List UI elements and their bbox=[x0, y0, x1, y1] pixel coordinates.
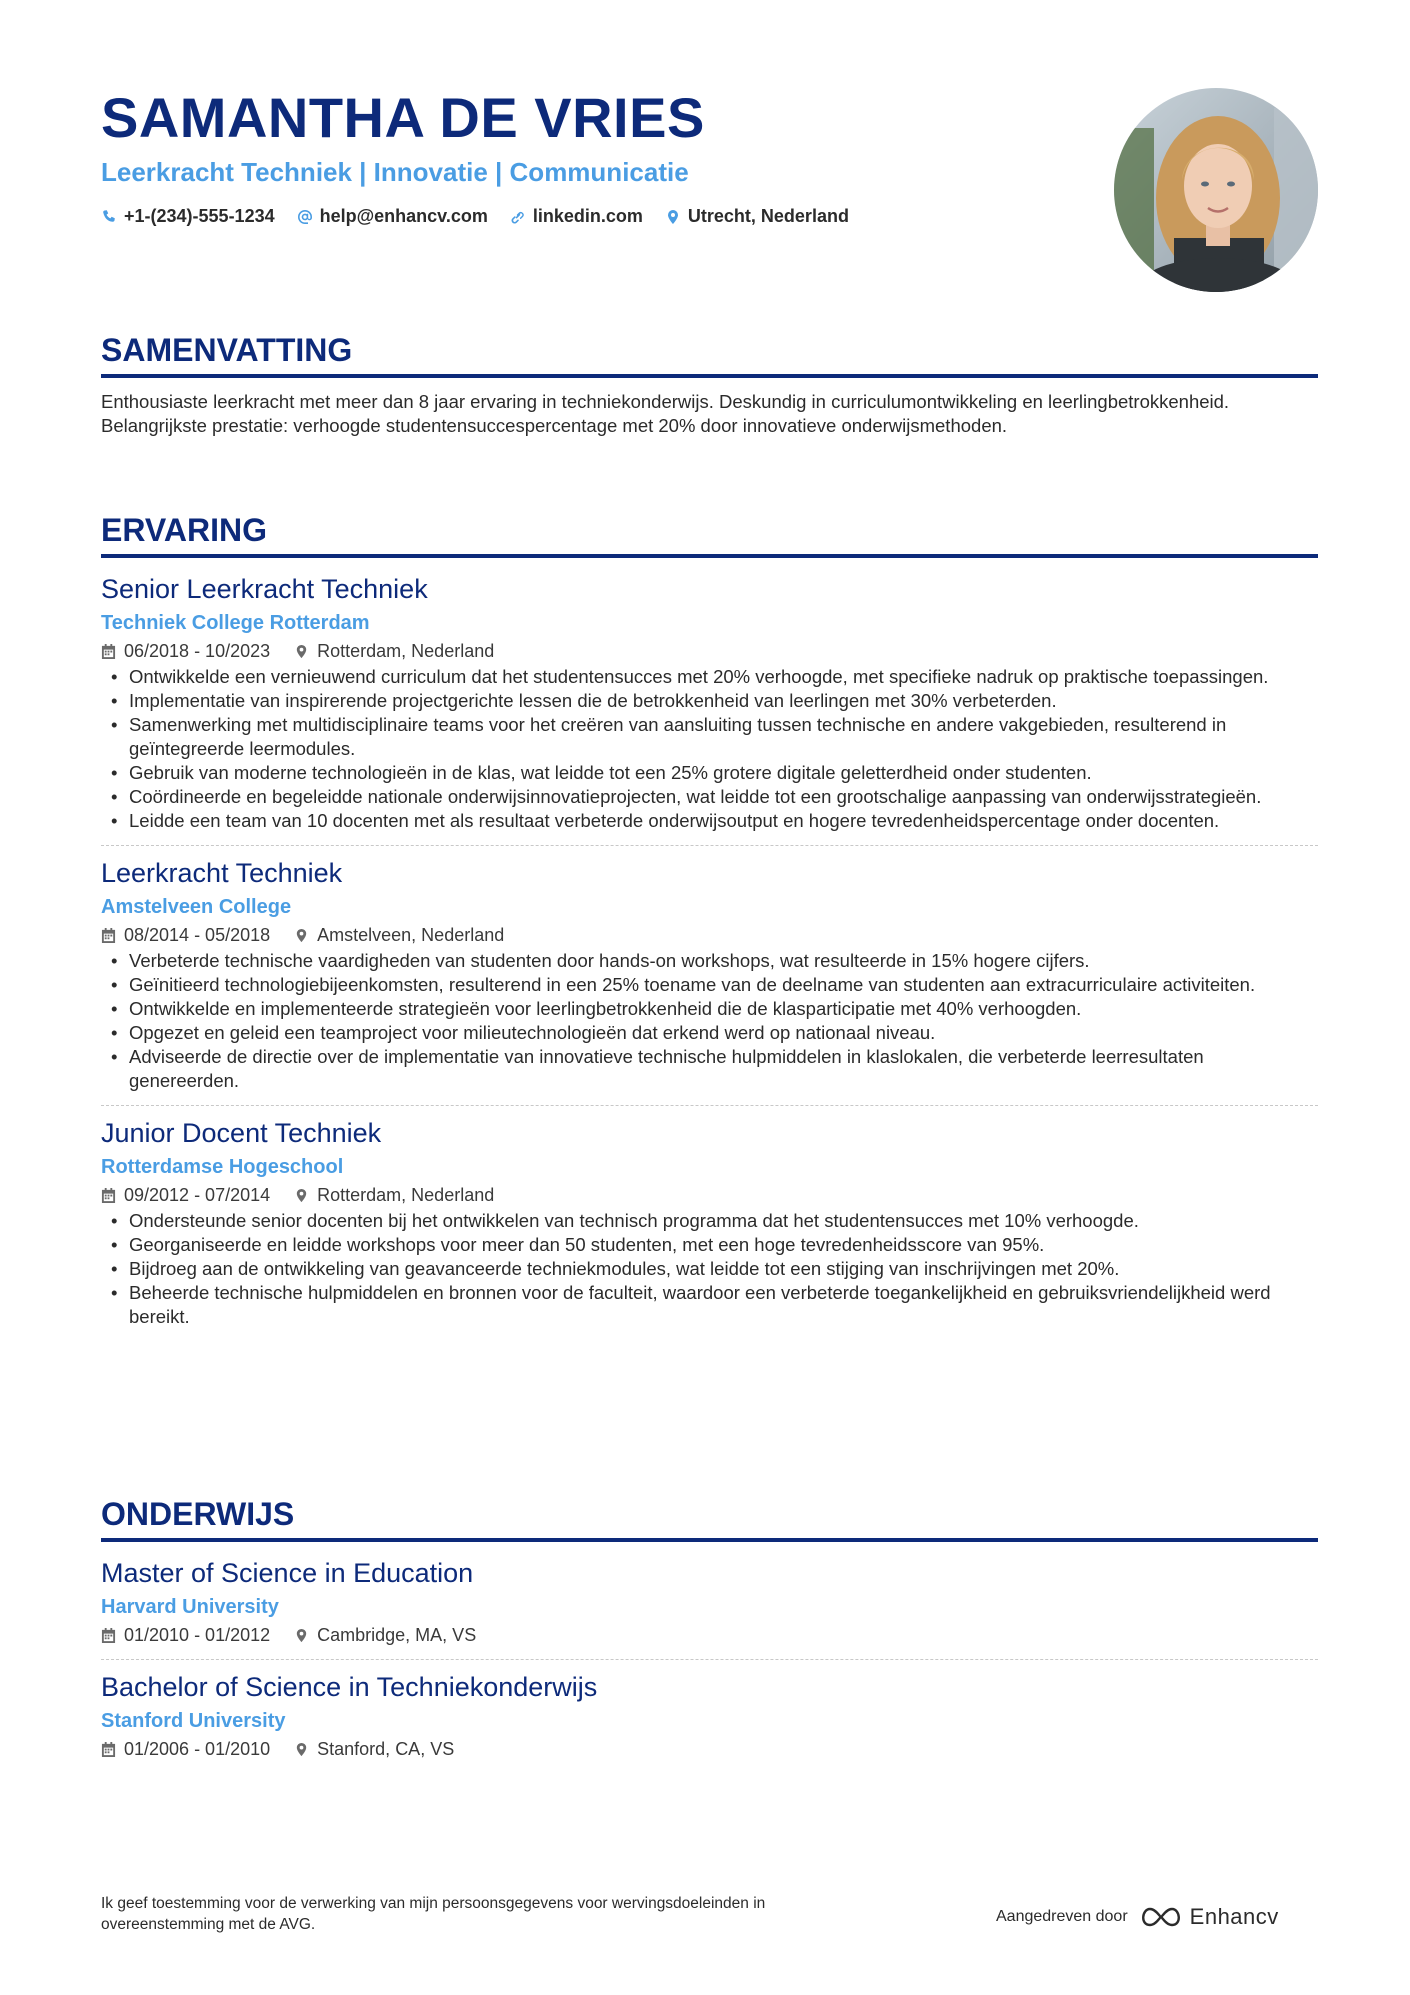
calendar-icon bbox=[101, 1742, 116, 1757]
at-icon bbox=[297, 209, 313, 225]
contact-phone[interactable] bbox=[101, 206, 275, 227]
entry-divider bbox=[101, 1659, 1318, 1660]
job-meta bbox=[101, 1183, 1318, 1207]
portrait-image bbox=[1114, 88, 1318, 292]
phone-icon bbox=[101, 209, 117, 225]
job-location-text: Rotterdam, Nederland bbox=[317, 641, 495, 661]
entry-divider bbox=[101, 1105, 1318, 1106]
summary-title: SAMENVATTING bbox=[101, 332, 353, 368]
job-location bbox=[294, 923, 504, 947]
experience-entry bbox=[101, 572, 1318, 833]
contact-location bbox=[665, 206, 849, 227]
list-item: • Ontwikkelde en implementeerde strategieën voor leerlingbetrokkenheid die de klasparticipatie met 40% verhoogden. bbox=[101, 997, 1318, 1021]
list-item: • Leidde een team van 10 docenten met als resultaat verbeterde onderwijsoutput en hogere tevredenheidspercentage onder docenten. bbox=[101, 809, 1318, 833]
education-section bbox=[101, 1494, 1318, 1761]
experience-entry bbox=[101, 1116, 1318, 1329]
education-dates bbox=[101, 1623, 270, 1647]
list-item: • Implementatie van inspirerende projectgerichte lessen die de betrokkenheid van leerlingen met 30% verbeterden. bbox=[101, 689, 1318, 713]
job-dates bbox=[101, 1183, 270, 1207]
linkedin-text: linkedin.com bbox=[532, 206, 643, 226]
location-pin-icon bbox=[294, 644, 309, 659]
candidate-name: SAMANTHA DE VRIES bbox=[101, 86, 705, 149]
experience-title: ERVARING bbox=[101, 512, 267, 548]
list-item: • Geïnitieerd technologiebijeenkomsten, resulterend in een 25% toename van de deelname van studenten aan extracurriculaire activiteiten. bbox=[101, 973, 1318, 997]
link-icon bbox=[510, 209, 526, 225]
education-location bbox=[294, 1737, 454, 1761]
education-entry bbox=[101, 1670, 1318, 1761]
job-location bbox=[294, 639, 494, 663]
education-location bbox=[294, 1623, 476, 1647]
calendar-icon bbox=[101, 1628, 116, 1643]
location-pin-icon bbox=[294, 1628, 309, 1643]
list-item: • Ontwikkelde een vernieuwend curriculum dat het studentensucces met 20% verhoogde, met specifieke nadruk op praktische toepassingen. bbox=[101, 665, 1318, 689]
education-location-text: Stanford, CA, VS bbox=[317, 1739, 455, 1759]
candidate-tagline: Leerkracht Techniek | Innovatie | Communicatie bbox=[101, 157, 689, 187]
section-rule bbox=[101, 554, 1318, 558]
section-rule bbox=[101, 1538, 1318, 1542]
gdpr-consent-note: Ik geef toestemming voor de verwerking van mijn persoonsgegevens voor wervingsdoeleinden in overeenstemming met de AVG. bbox=[101, 1895, 766, 1933]
list-item: • Ondersteunde senior docenten bij het ontwikkelen van technisch programma dat het studentensucces met 10% verhoogde. bbox=[101, 1209, 1318, 1233]
degree-name: Master of Science in Education bbox=[101, 1558, 474, 1588]
job-meta bbox=[101, 923, 1318, 947]
list-item: • Beheerde technische hulpmiddelen en bronnen voor de faculteit, waardoor een verbeterde toegankelijkheid en gebruiksvriendelijkheid werd bereikt. bbox=[101, 1281, 1318, 1329]
education-location-text: Cambridge, MA, VS bbox=[317, 1625, 477, 1645]
brand-name: Enhancv bbox=[1189, 1904, 1279, 1929]
degree-name: Bachelor of Science in Techniekonderwijs bbox=[101, 1672, 598, 1702]
powered-by-label: Aangedreven door bbox=[996, 1908, 1128, 1925]
job-meta bbox=[101, 639, 1318, 663]
list-item: • Coördineerde en begeleidde nationale onderwijsinnovatieprojecten, wat leidde tot een grootschalige aanpassing van onderwijsstrategieën. bbox=[101, 785, 1318, 809]
entry-divider bbox=[101, 845, 1318, 846]
resume-header bbox=[101, 86, 1101, 227]
school-name: Harvard University bbox=[101, 1596, 279, 1618]
education-dates-text: 01/2010 - 01/2012 bbox=[124, 1625, 271, 1645]
location-text: Utrecht, Nederland bbox=[687, 206, 849, 226]
job-dates-text: 06/2018 - 10/2023 bbox=[124, 641, 271, 661]
job-company: Techniek College Rotterdam bbox=[101, 612, 370, 634]
school-name: Stanford University bbox=[101, 1710, 286, 1732]
job-dates bbox=[101, 923, 270, 947]
job-location bbox=[294, 1183, 494, 1207]
education-dates-text: 01/2006 - 01/2010 bbox=[124, 1739, 271, 1759]
education-meta bbox=[101, 1623, 1318, 1647]
list-item: • Georganiseerde en leidde workshops voor meer dan 50 studenten, met een hoge tevredenheidsscore van 95%. bbox=[101, 1233, 1318, 1257]
location-pin-icon bbox=[665, 209, 681, 225]
calendar-icon bbox=[101, 1188, 116, 1203]
job-bullets bbox=[101, 665, 1318, 833]
experience-entry bbox=[101, 856, 1318, 1093]
list-item: • Verbeterde technische vaardigheden van studenten door hands-on workshops, wat resulteerde in 15% hogere cijfers. bbox=[101, 949, 1318, 973]
job-dates-text: 08/2014 - 05/2018 bbox=[124, 925, 271, 945]
job-bullets bbox=[101, 1209, 1318, 1329]
experience-section bbox=[101, 510, 1318, 1329]
enhancv-brand[interactable] bbox=[1138, 1904, 1279, 1930]
email-text: help@enhancv.com bbox=[319, 206, 488, 226]
education-entry bbox=[101, 1556, 1318, 1647]
education-dates bbox=[101, 1737, 270, 1761]
job-company: Amstelveen College bbox=[101, 896, 292, 918]
enhancv-logo-icon bbox=[1138, 1905, 1184, 1929]
list-item: • Bijdroeg aan de ontwikkeling van geavanceerde techniekmodules, wat leidde tot een stijging van inschrijvingen met 20%. bbox=[101, 1257, 1318, 1281]
list-item: • Opgezet en geleid een teamproject voor milieutechnologieën dat erkend werd op nationaal niveau. bbox=[101, 1021, 1318, 1045]
location-pin-icon bbox=[294, 1742, 309, 1757]
list-item: • Samenwerking met multidisciplinaire teams voor het creëren van aansluiting tussen technische en andere vakgebieden, resulterend in geïntegreerde leermodules. bbox=[101, 713, 1318, 761]
contact-row bbox=[101, 206, 1101, 227]
list-item: • Adviseerde de directie over de implementatie van innovatieve technische hulpmiddelen in klaslokalen, die verbeterde leerresultaten genereerden. bbox=[101, 1045, 1318, 1093]
powered-by[interactable] bbox=[996, 1904, 1279, 1930]
job-company: Rotterdamse Hogeschool bbox=[101, 1156, 344, 1178]
phone-text: +1-(234)-555-1234 bbox=[124, 206, 275, 226]
education-meta bbox=[101, 1737, 1318, 1761]
job-role: Senior Leerkracht Techniek bbox=[101, 574, 428, 604]
job-role: Junior Docent Techniek bbox=[101, 1118, 382, 1148]
calendar-icon bbox=[101, 928, 116, 943]
education-title: ONDERWIJS bbox=[101, 1496, 295, 1532]
contact-email[interactable] bbox=[297, 206, 488, 227]
location-pin-icon bbox=[294, 1188, 309, 1203]
contact-linkedin[interactable] bbox=[510, 206, 643, 227]
summary-text: Enthousiaste leerkracht met meer dan 8 jaar ervaring in techniekonderwijs. Deskundig in curriculumontwikkeling en leerlingbetrokkenheid. Belangrijkste prestatie: verhoogde studentensuccespercentage met 20% door innovatieve onderwijsmethoden. bbox=[101, 391, 1230, 436]
job-dates bbox=[101, 639, 270, 663]
calendar-icon bbox=[101, 644, 116, 659]
job-location-text: Rotterdam, Nederland bbox=[317, 1185, 495, 1205]
job-location-text: Amstelveen, Nederland bbox=[317, 925, 505, 945]
job-role: Leerkracht Techniek bbox=[101, 858, 343, 888]
section-rule bbox=[101, 374, 1318, 378]
location-pin-icon bbox=[294, 928, 309, 943]
summary-section bbox=[101, 330, 1318, 438]
list-item: • Gebruik van moderne technologieën in de klas, wat leidde tot een 25% grotere digitale geletterdheid onder studenten. bbox=[101, 761, 1318, 785]
job-bullets bbox=[101, 949, 1318, 1093]
job-dates-text: 09/2012 - 07/2014 bbox=[124, 1185, 271, 1205]
profile-photo bbox=[1114, 88, 1318, 292]
